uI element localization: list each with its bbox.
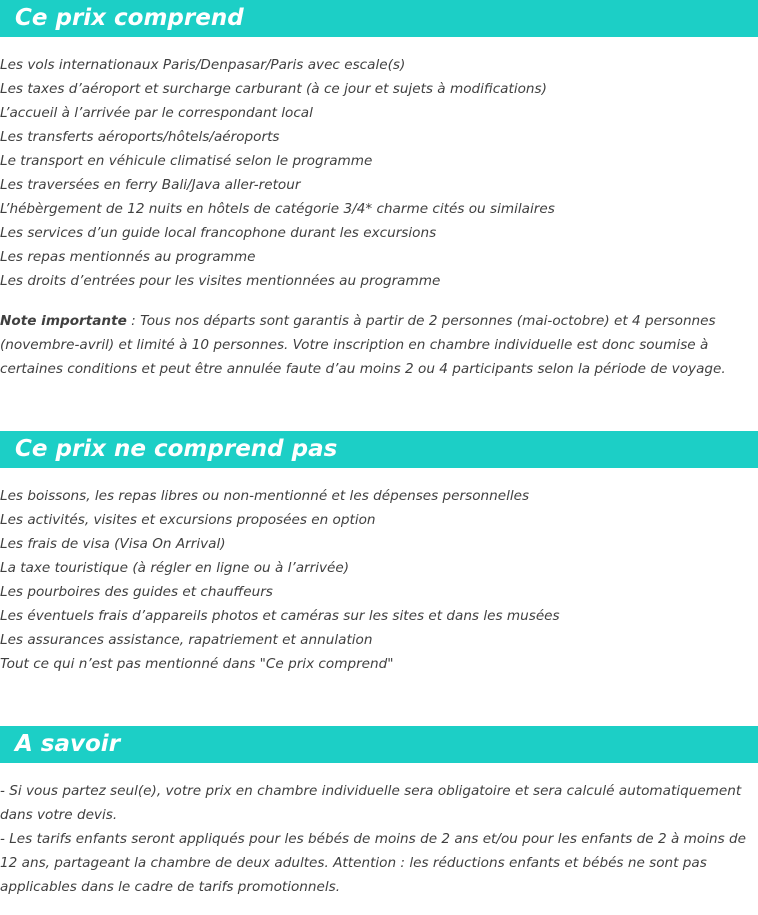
list-item: Les boissons, les repas libres ou non-mentionné et les dépenses personnelles <box>0 488 530 504</box>
list-item: Les activités, visites et excursions proposées en option <box>0 512 376 528</box>
section-header-info: A savoir <box>0 726 758 763</box>
list-item: Les frais de visa (Visa On Arrival) <box>0 536 226 552</box>
list-item: Les éventuels frais d’appareils photos et caméras sur les sites et dans les musées <box>0 608 560 624</box>
important-note-label: Note importante <box>0 313 127 329</box>
list-item: Les taxes d’aéroport et surcharge carburant (à ce jour et sujets à modifications) <box>0 81 547 97</box>
list-item: La taxe touristique (à régler en ligne ou à l’arrivée) <box>0 560 350 576</box>
list-item: Les assurances assistance, rapatriement et annulation <box>0 632 373 648</box>
list-item: Les traversées en ferry Bali/Java aller-retour <box>0 177 301 193</box>
list-item: Le transport en véhicule climatisé selon le programme <box>0 153 373 169</box>
included-list <box>0 53 758 293</box>
list-item: Les repas mentionnés au programme <box>0 249 256 265</box>
list-item: L’accueil à l’arrivée par le correspondant local <box>0 105 313 121</box>
info-paragraph-children: - Les tarifs enfants seront appliqués pour les bébés de moins de 2 ans et/ou pour les enfants de 2 à moins de 12 ans, partageant la chambre de deux adultes. Attention : les réductions enfants et bébés ne sont pas applicables dans le cadre de tarifs promotionnels. <box>0 831 746 895</box>
list-item: Les services d’un guide local francophone durant les excursions <box>0 225 437 241</box>
list-item: Les pourboires des guides et chauffeurs <box>0 584 273 600</box>
important-note-text: : Tous nos départs sont garantis à partir de 2 personnes (mai-octobre) et 4 personnes (novembre-avril) et limité à 10 personnes. Votre inscription en chambre individuelle est donc soumise à certaines conditions et peut être annulée faute d’au moins 2 ou 4 participants selon la période de voyage. <box>0 313 726 377</box>
important-note <box>0 309 758 381</box>
list-item: Les droits d’entrées pour les visites mentionnées au programme <box>0 273 441 289</box>
list-item: L’hébèrgement de 12 nuits en hôtels de catégorie 3/4* charme cités ou similaires <box>0 201 555 217</box>
info-paragraph-single: - Si vous partez seul(e), votre prix en chambre individuelle sera obligatoire et sera calculé automatiquement dans votre devis. <box>0 783 742 823</box>
excluded-list <box>0 484 758 676</box>
list-item: Les vols internationaux Paris/Denpasar/Paris avec escale(s) <box>0 57 406 73</box>
list-item: Tout ce qui n’est pas mentionné dans "Ce prix comprend" <box>0 656 394 672</box>
list-item: Les transferts aéroports/hôtels/aéroports <box>0 129 280 145</box>
section-header-included: Ce prix comprend <box>0 0 758 37</box>
section-header-excluded: Ce prix ne comprend pas <box>0 431 758 468</box>
